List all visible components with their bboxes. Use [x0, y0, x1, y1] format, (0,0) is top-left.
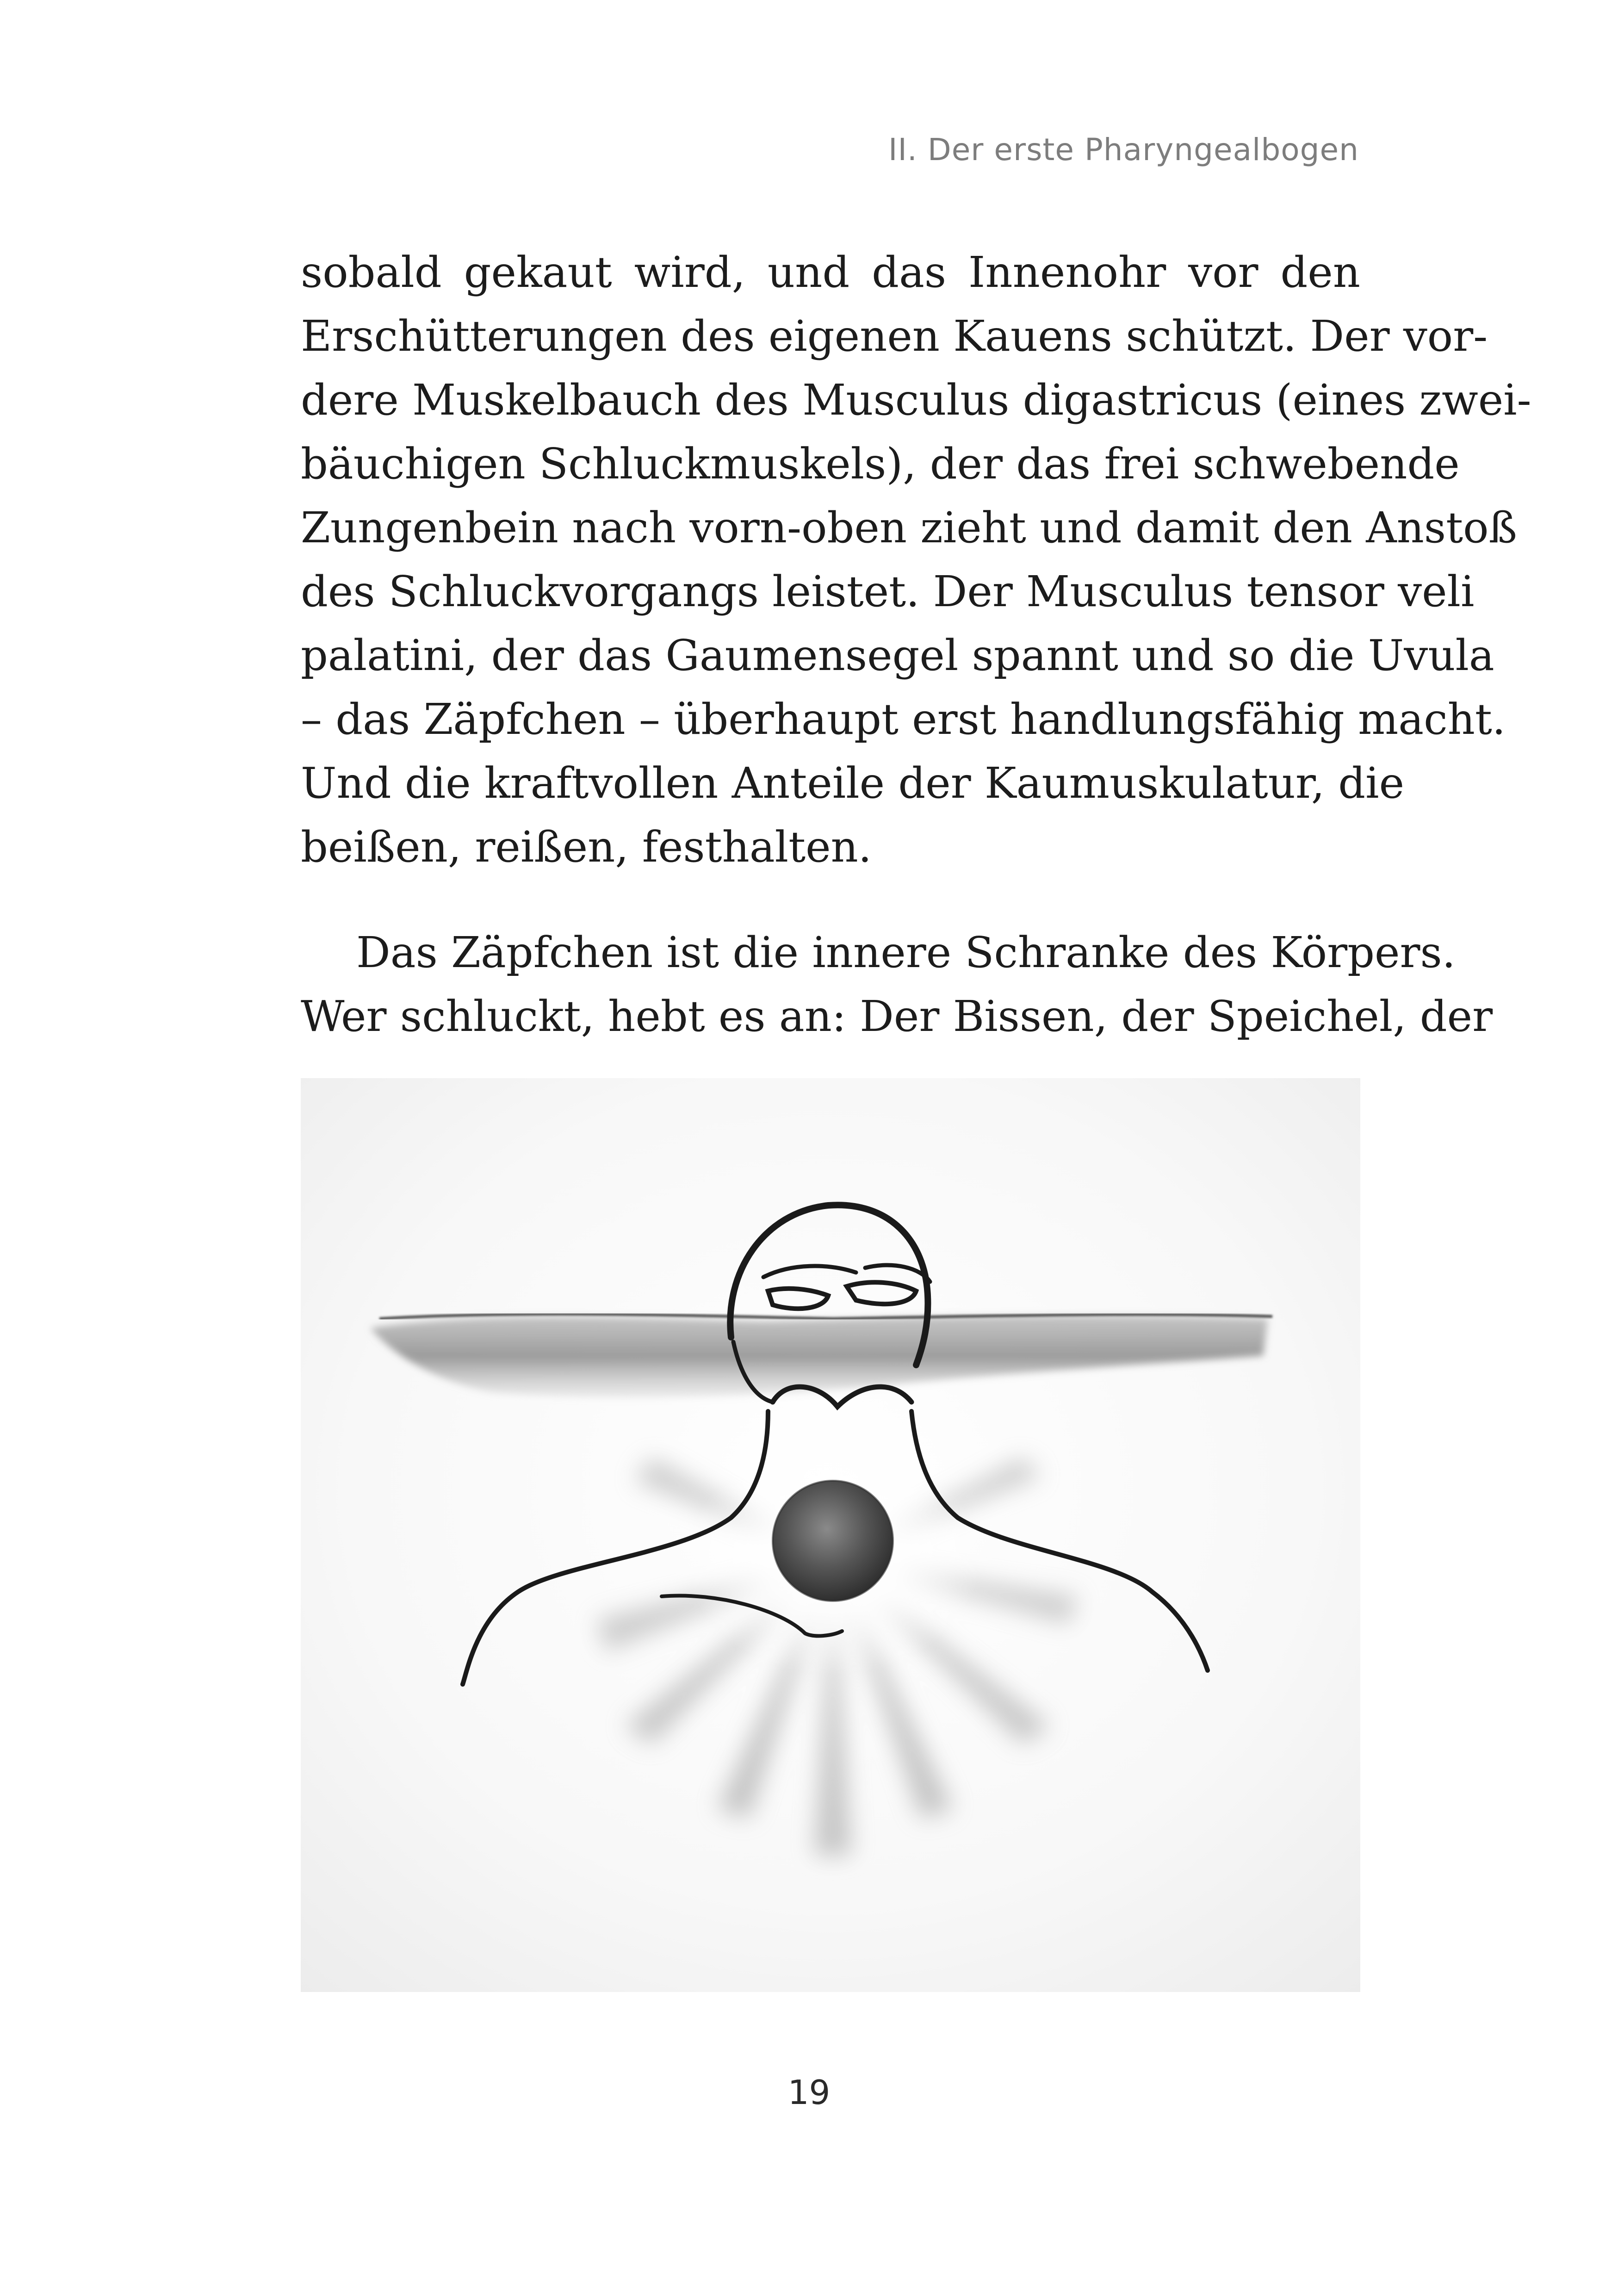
text-line: palatini, der das Gaumensegel spannt und so die Uvula [301, 631, 1494, 680]
text-line: sobald gekaut wird, und das Innenohr vor den [301, 248, 1360, 297]
page-number: 19 [787, 2073, 831, 2112]
running-head: II. Der erste Pharyngealbogen [888, 132, 1359, 168]
swimmer-drawing [301, 1078, 1360, 1992]
text-line: des Schluckvorgangs leistet. Der Musculus tensor veli [301, 567, 1475, 616]
text-line: – das Zäpfchen – überhaupt erst handlungsfähig macht. [301, 695, 1506, 744]
paragraph-1 [301, 241, 1531, 879]
text-line: dere Muskelbauch des Musculus digastricus (eines zwei- [301, 375, 1531, 425]
ink-illustration-swimmer [301, 1078, 1360, 1992]
text-line: Wer schluckt, hebt es an: Der Bissen, der Speichel, der [301, 992, 1493, 1041]
paragraph-2 [301, 921, 1493, 1049]
text-line: Erschütterungen des eigenen Kauens schützt. Der vor- [301, 311, 1488, 361]
text-line: beißen, reißen, festhalten. [301, 822, 872, 872]
text-line: bäuchigen Schluckmuskels), der das frei schwebende [301, 439, 1460, 489]
text-line: Zungenbein nach vorn-oben zieht und damit den Anstoß [301, 503, 1517, 552]
text-line: Und die kraftvollen Anteile der Kaumuskulatur, die [301, 758, 1405, 808]
text-line: Das Zäpfchen ist die innere Schranke des Körpers. [356, 928, 1456, 977]
